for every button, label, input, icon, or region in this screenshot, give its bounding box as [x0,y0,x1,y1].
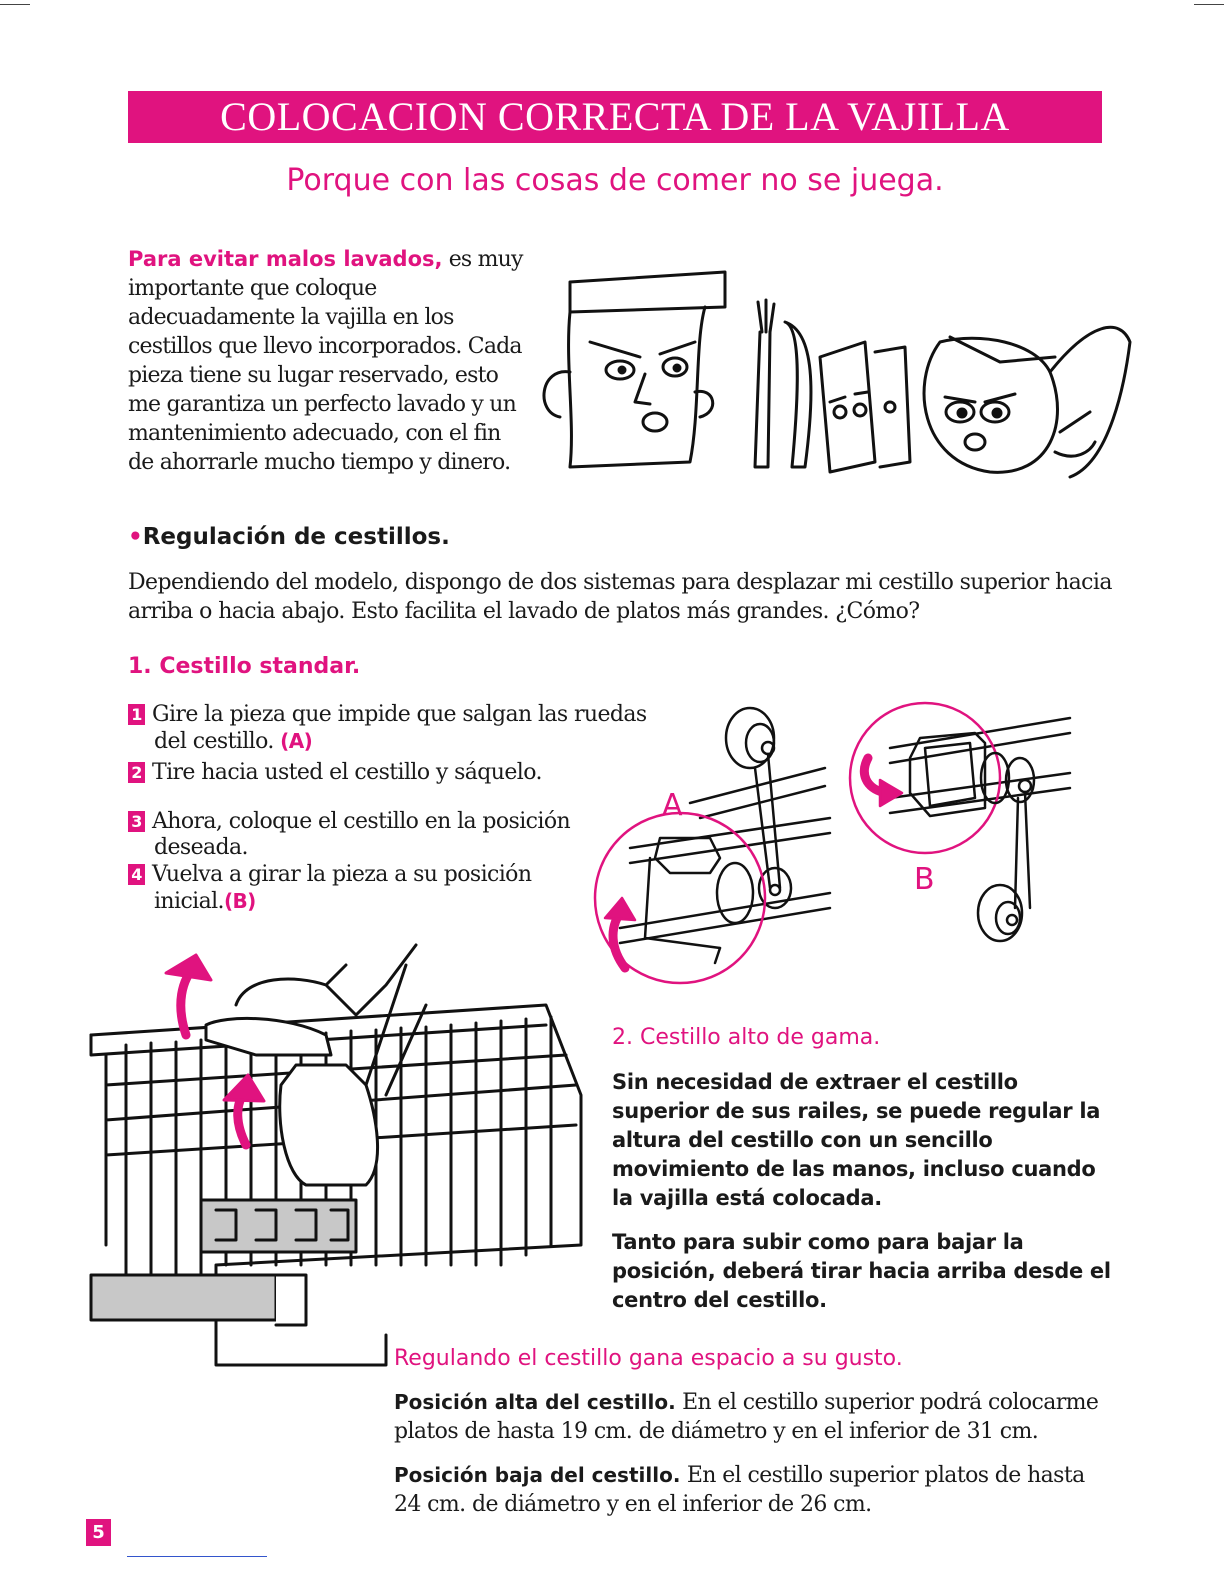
step-1-text: Gire la pieza que impide que salgan las ruedas [152,702,647,727]
premium-paragraph-2: Tanto para subir como para bajar la posición, deberá tirar hacia arriba desde el centro del cestillo. [612,1230,1111,1312]
step-3-number: 3 [128,811,145,832]
step-3-text: Ahora, coloque el cestillo en la posición [152,809,571,834]
standard-heading: 1. Cestillo standar. [128,654,361,679]
rail-wheel-diagram [590,698,1080,998]
low-position-label: Posición baja del cestillo. [394,1463,681,1487]
label-a: A [662,788,683,823]
step-4-text: Vuelva a girar la pieza a su posición [152,862,532,887]
step-4-number: 4 [128,864,145,885]
step-1-ref: (A) [280,729,313,753]
regulation-heading-text: Regulación de cestillos. [142,524,450,550]
step-1-number: 1 [128,704,145,725]
crop-mark-left [0,4,30,5]
step-3-cont: deseada. [154,835,248,860]
footer-rule [127,1556,267,1557]
bullet-icon: • [128,524,143,550]
intro-paragraph [128,245,528,477]
premium-paragraph-1: Sin necesidad de extraer el cestillo superior de sus railes, se puede regular la altura del cestillo con un sencillo movimiento de las manos, incluso cuando la vajilla está colocada. [612,1070,1101,1210]
cartoon-dishes-illustration [530,262,1140,502]
step-4 [128,862,608,915]
page-subtitle: Porque con las cosas de comer no se juega. [286,163,944,198]
space-heading: Regulando el cestillo gana espacio a su gusto. [394,1346,903,1371]
crop-mark-right [1194,4,1224,5]
step-4-ref: (B) [223,889,256,913]
regulation-heading [128,524,450,550]
step-2-text: Tire hacia usted el cestillo y sáquelo. [152,760,542,785]
step-2-number: 2 [128,762,145,783]
high-position-text: En el cestillo superior podrá colocarme platos de hasta 19 cm. de diámetro y en el inferior de 31 cm. [394,1390,1099,1444]
basket-illustration [86,945,606,1375]
high-position-paragraph [394,1388,1114,1446]
low-position-text: En el cestillo superior platos de hasta 24 cm. de diámetro y en el inferior de 26 cm. [394,1463,1085,1517]
high-position-label: Posición alta del cestillo. [394,1390,676,1414]
step-1-cont: del cestillo. [154,729,281,754]
label-b: B [914,862,935,897]
step-3 [128,809,608,861]
step-4-cont: inicial. [154,889,224,914]
page-number: 5 [86,1519,111,1546]
intro-text: es muy importante que coloque adecuadamente la vajilla en los cestillos que llevo incorporados. Cada pieza tiene su lugar reservado, esto me garantiza un perfecto lavado y un mantenimiento adecuado, con el fin de ahorrarle mucho tiempo y dinero. [128,247,523,475]
page-title: COLOCACION CORRECTA DE LA VAJILLA [128,91,1102,143]
low-position-paragraph [394,1461,1114,1519]
intro-lead: Para evitar malos lavados, [128,247,443,271]
regulation-text: Dependiendo del modelo, dispongo de dos sistemas para desplazar mi cestillo superior hacia arriba o hacia abajo. Esto facilita el lavado de platos más grandes. ¿Cómo? [128,570,1112,624]
premium-heading: 2. Cestillo alto de gama. [612,1025,881,1050]
